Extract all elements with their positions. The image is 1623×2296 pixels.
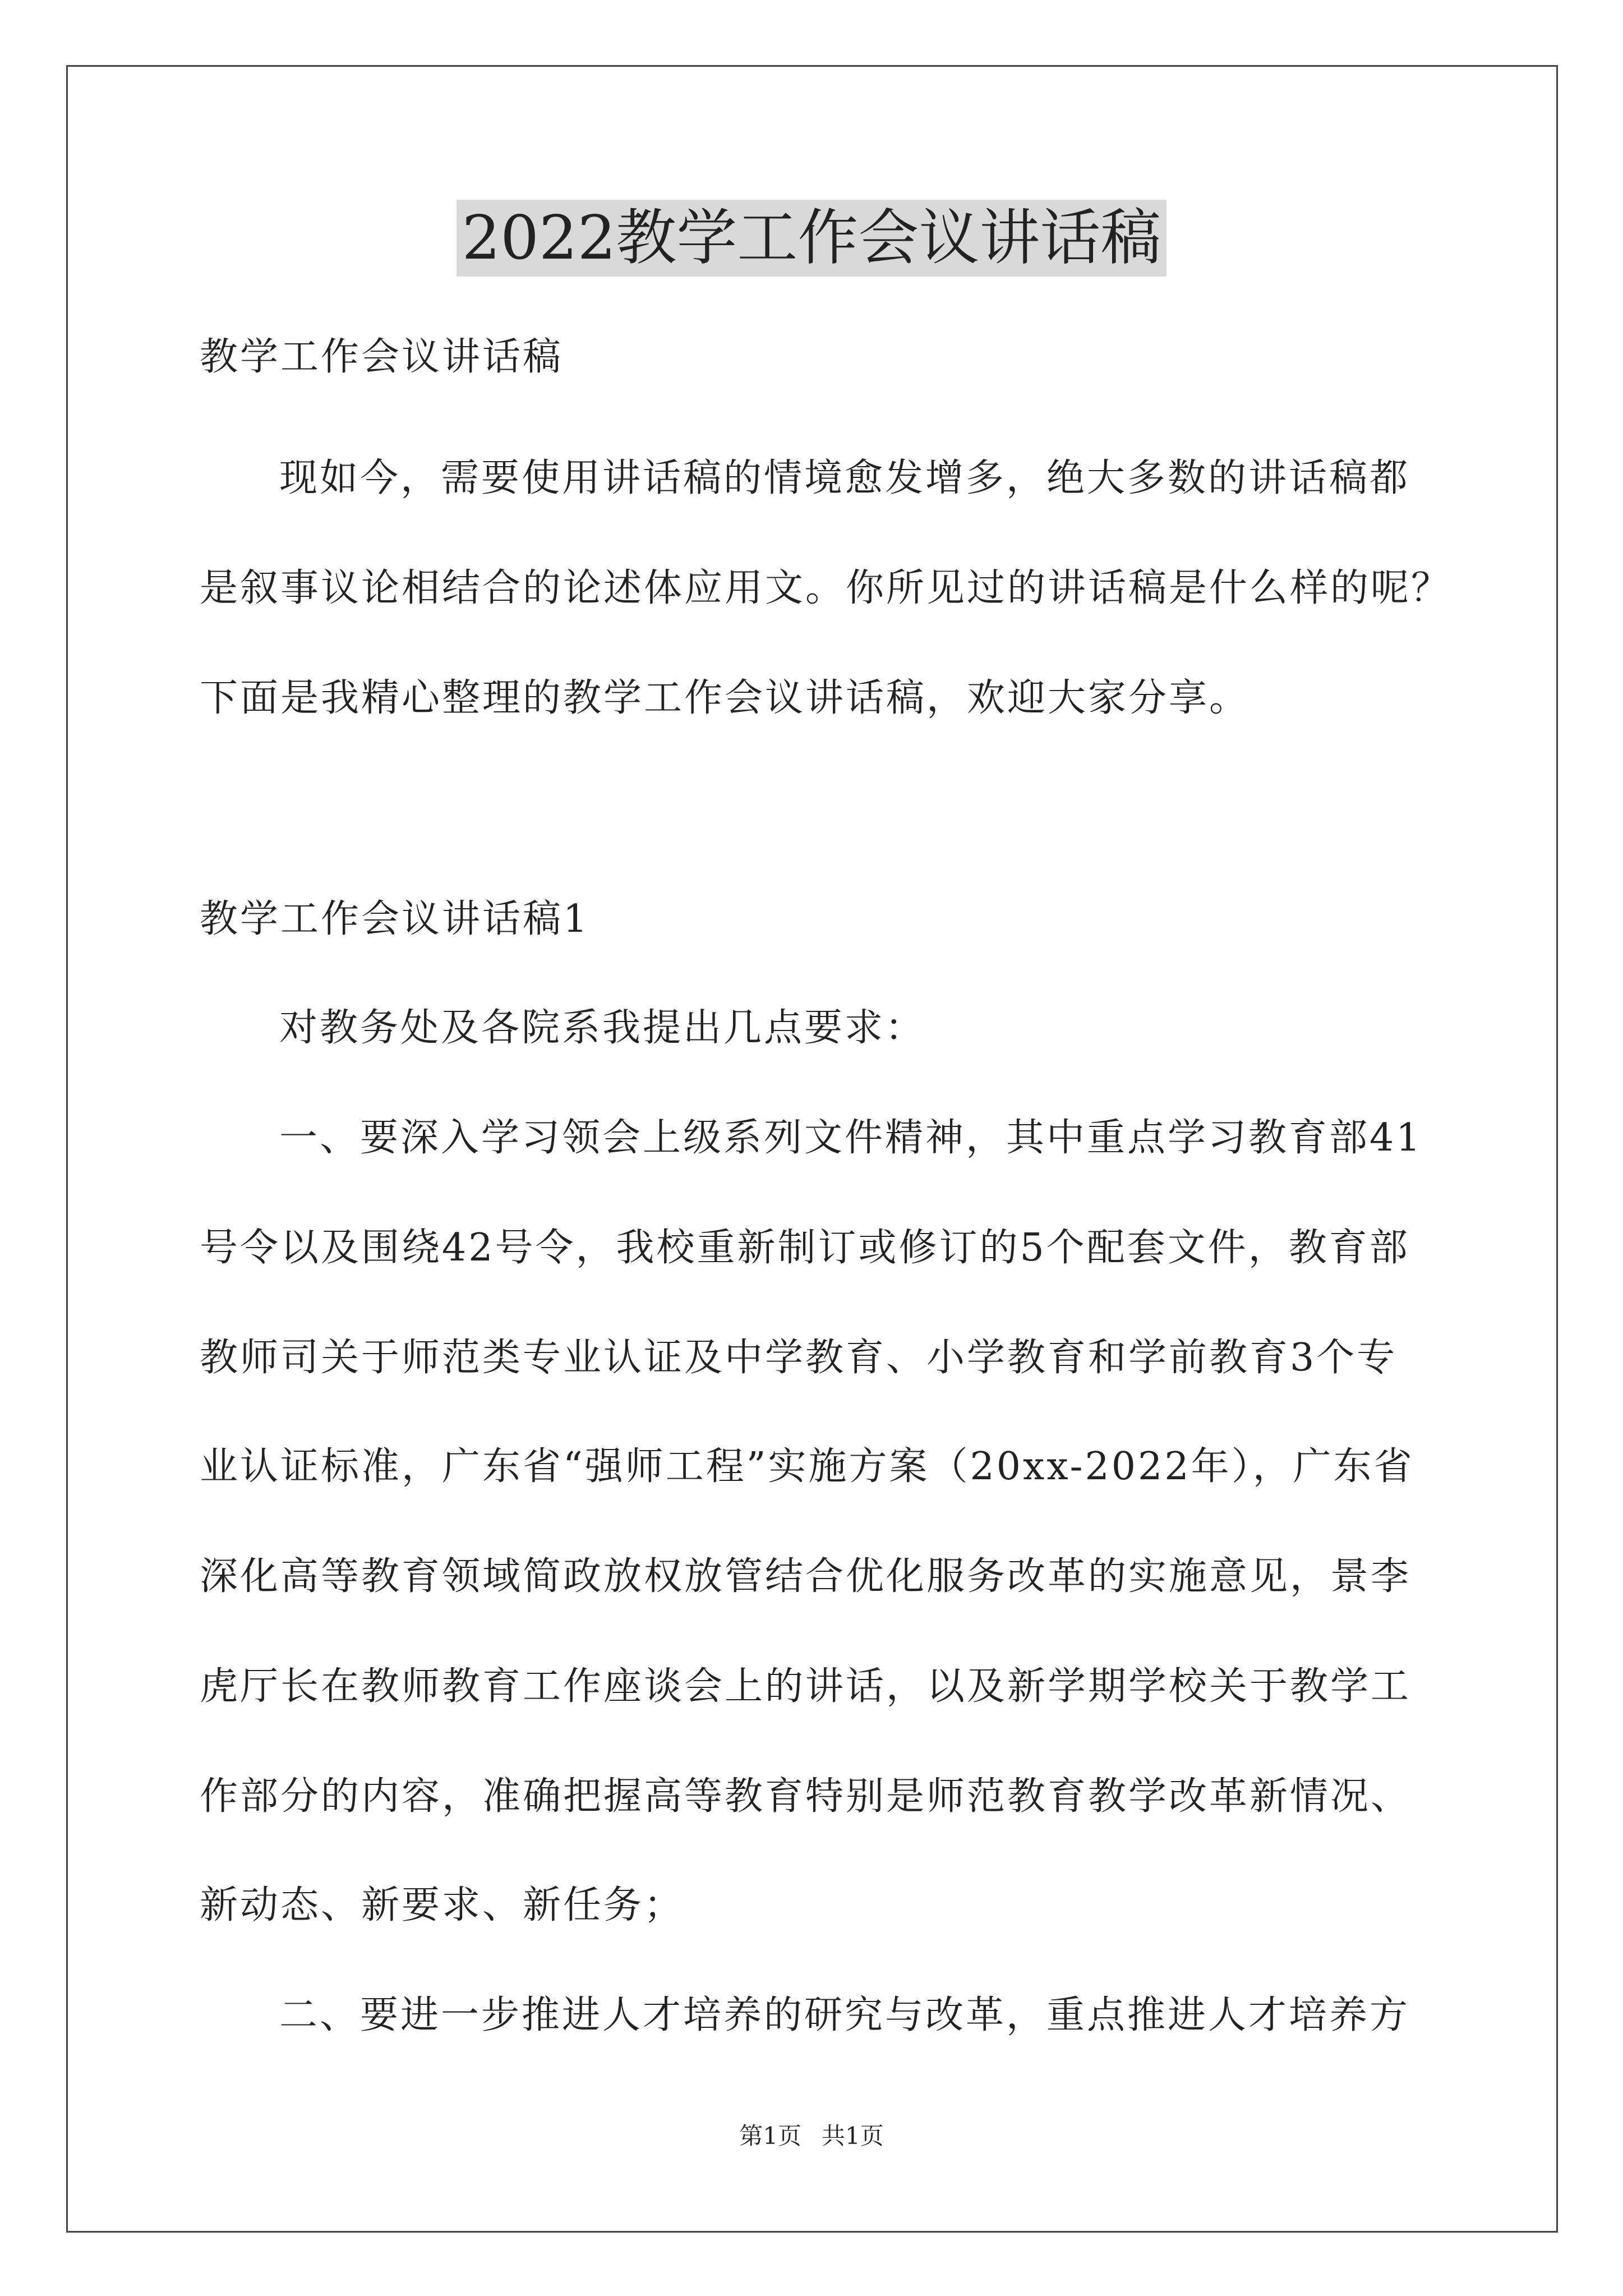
paragraph-line: 二、要进一步推进人才培养的研究与改革，重点推进人才培养方 (279, 1993, 1410, 2037)
paragraph-line: 下面是我精心整理的教学工作会议讲话稿，欢迎大家分享。 (200, 676, 1250, 720)
paragraph-line: 号令以及围绕42号令，我校重新制订或修订的5个配套文件，教育部 (200, 1226, 1410, 1270)
page-footer (0, 2119, 1623, 2153)
paragraph-line: 深化高等教育领域简政放权放管结合优化服务改革的实施意见，景李 (200, 1554, 1412, 1599)
paragraph-line: 对教务处及各院系我提出几点要求： (279, 1006, 926, 1050)
paragraph-line: 虎厅长在教师教育工作座谈会上的讲话，以及新学期学校关于教学工 (200, 1664, 1412, 1709)
document-title-text: 2022教学工作会议讲话稿 (457, 200, 1167, 277)
section-heading: 教学工作会议讲话稿1 (200, 897, 590, 941)
paragraph-line: 是叙事议论相结合的论述体应用文。你所见过的讲话稿是什么样的呢？ (200, 566, 1452, 610)
subheading: 教学工作会议讲话稿 (200, 335, 564, 379)
paragraph-line: 作部分的内容，准确把握高等教育特别是师范教育教学改革新情况、 (200, 1774, 1412, 1819)
paragraph-line: 业认证标准，广东省“强师工程”实施方案（20xx-2022年），广东省 (200, 1444, 1414, 1489)
paragraph-line: 现如今，需要使用讲话稿的情境愈发增多，绝大多数的讲话稿都 (279, 456, 1410, 500)
paragraph-line: 教师司关于师范类专业认证及中学教育、小学教育和学前教育3个专 (200, 1336, 1398, 1380)
paragraph-line: 新动态、新要求、新任务； (200, 1883, 685, 1927)
paragraph-line: 一、要深入学习领会上级系列文件精神，其中重点学习教育部41 (279, 1116, 1423, 1160)
page-total: 共1页 (822, 2122, 884, 2150)
page-number: 第1页 (739, 2122, 801, 2150)
document-title (0, 199, 1623, 278)
